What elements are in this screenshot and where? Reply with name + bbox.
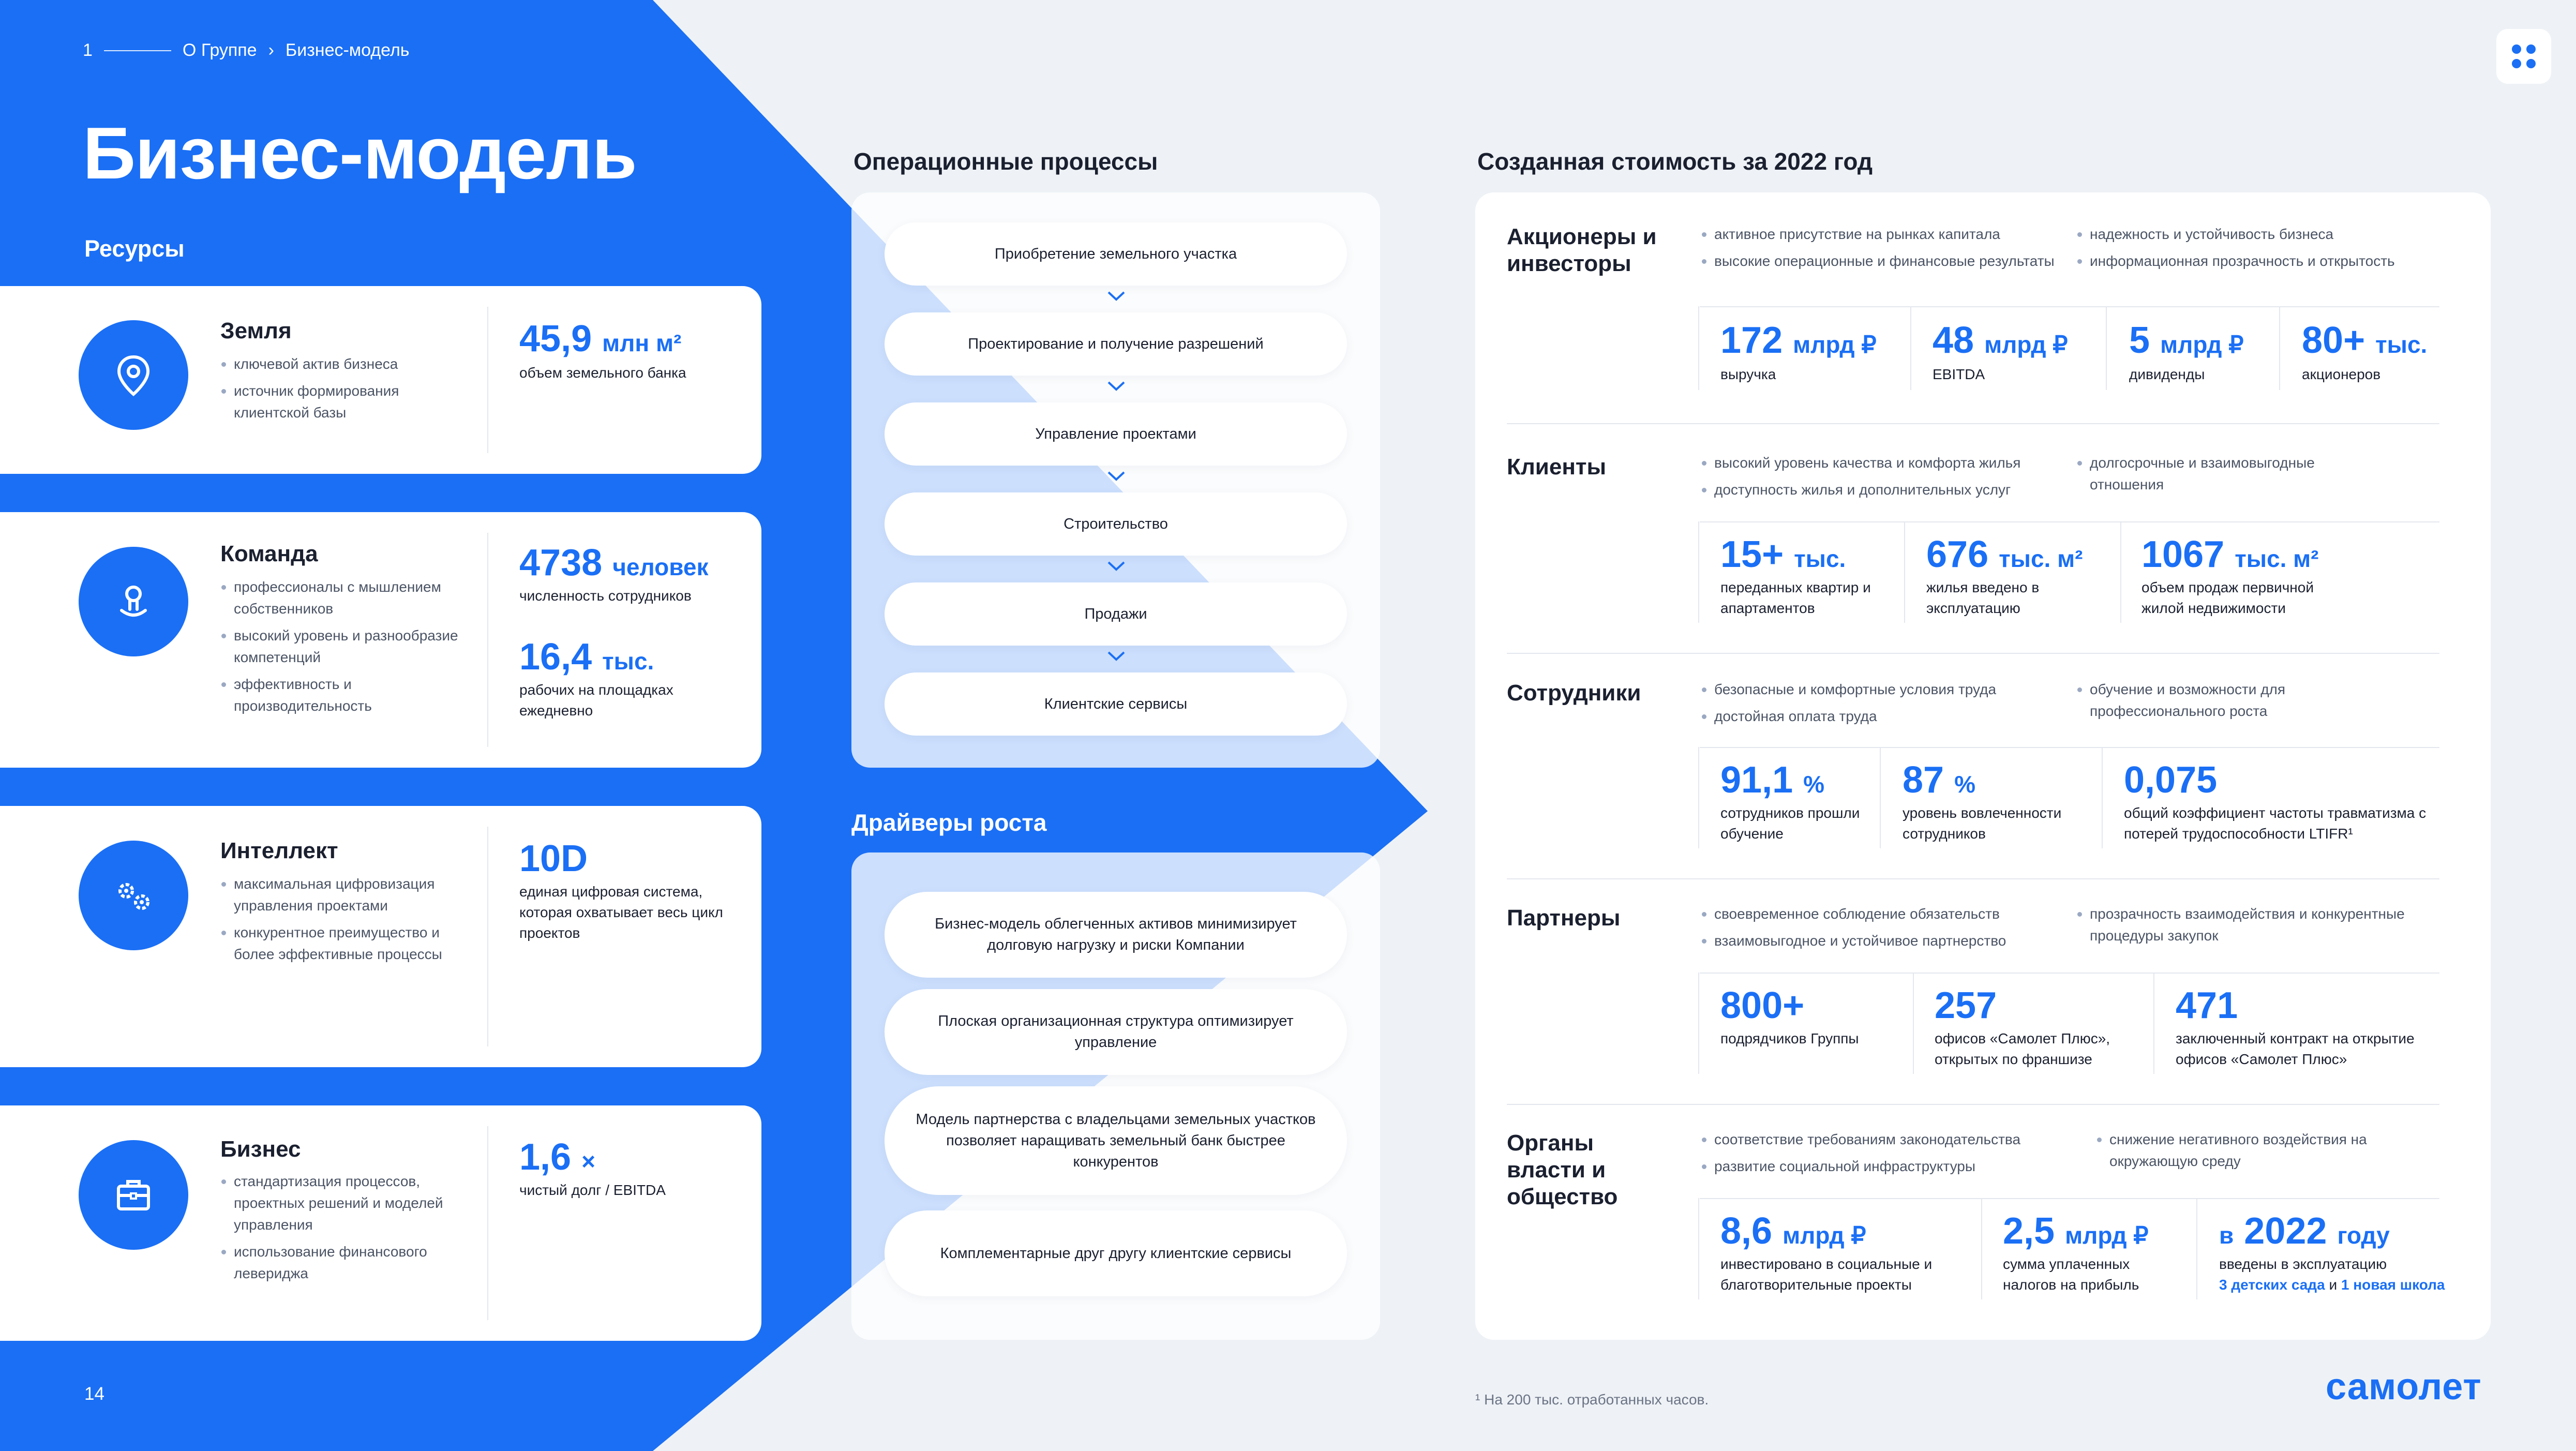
driver-item: Модель партнерства с владельцами земельных участков позволяет наращивать земельный банк быстрее конкурентов — [885, 1086, 1347, 1195]
breadcrumb-current: Бизнес-модель — [285, 40, 410, 60]
row-title: Партнеры — [1507, 905, 1621, 931]
resource-bullets — [220, 1171, 469, 1290]
bullet-item: обучение и возможности для профессионального роста — [2075, 679, 2365, 722]
menu-grid-button[interactable] — [2496, 29, 2551, 84]
divider — [1880, 747, 1881, 848]
metric-value — [1720, 759, 1824, 805]
ops-step: Клиентские сервисы — [885, 672, 1347, 736]
metric-value — [1720, 1210, 1866, 1256]
metric-value — [1720, 985, 1804, 1026]
bullet-item: надежность и устойчивость бизнеса — [2075, 223, 2458, 245]
divider — [1700, 521, 2439, 522]
metric-number: 0,075 — [2124, 759, 2218, 801]
metric-label: объем продаж первичной жилой недвижимости — [2141, 579, 2314, 616]
divider — [487, 533, 488, 747]
bullet-item: эффективность и производительность — [220, 674, 463, 717]
bullet-item: стандартизация процессов, проектных решений и моделей управления — [220, 1171, 469, 1236]
chevron-down-icon — [1107, 471, 1126, 481]
row-title: Органы власти и общество — [1507, 1130, 1618, 1209]
row-bullets-left — [1700, 903, 2062, 957]
resource-card-intellect — [0, 806, 761, 1067]
bullet-item: ключевой актив бизнеса — [220, 353, 469, 375]
person-icon — [79, 547, 188, 656]
row-bullets-right — [2075, 223, 2458, 277]
metric-label: единая цифровая система, которая охватывает весь цикл проектов — [519, 884, 723, 941]
metric-unit: млрд ₽ — [2065, 1222, 2149, 1249]
metric-label: сотрудников прошли обучение — [1720, 805, 1860, 842]
bullet-item: источник формирования клиентской базы — [220, 380, 469, 424]
metric-label-joiner: и — [2329, 1277, 2338, 1293]
breadcrumb-section-link[interactable]: О Группе — [182, 40, 257, 60]
divider — [487, 827, 488, 1046]
metric-number: 5 — [2129, 320, 2150, 361]
divider — [1700, 1198, 2439, 1199]
metric-value — [1935, 985, 1997, 1026]
divider — [1700, 973, 2439, 974]
metric-number: 91,1 — [1720, 759, 1793, 801]
page-title: Бизнес-модель — [83, 112, 637, 195]
divider — [1698, 973, 1699, 1074]
page-number: 14 — [84, 1384, 104, 1404]
metric-value — [2003, 1210, 2149, 1256]
metric-number: 2022 — [2244, 1210, 2327, 1252]
bullet-item: высокий уровень качества и комфорта жилья — [1700, 452, 2062, 474]
row-title: Клиенты — [1507, 454, 1607, 480]
chevron-down-icon — [1107, 381, 1126, 391]
resources-label: Ресурсы — [84, 235, 185, 262]
divider — [1700, 747, 2439, 748]
chevron-down-icon — [1107, 651, 1126, 661]
metric-number: 45,9 — [519, 318, 592, 360]
metric-label: переданных квартир и апартаментов — [1720, 579, 1871, 616]
metric-label: EBITDA — [1933, 366, 1985, 382]
breadcrumb-line — [104, 50, 171, 51]
metric-number: 172 — [1720, 320, 1783, 361]
bullet-item: высокий уровень и разнообразие компетенций — [220, 625, 463, 668]
metric-label: акционеров — [2302, 366, 2381, 382]
row-title: Акционеры и инвесторы — [1507, 224, 1657, 276]
metric-unit: тыс. м² — [2235, 545, 2319, 572]
metric-label: подрядчиков Группы — [1720, 1030, 1859, 1046]
metric-value — [2219, 1210, 2390, 1256]
metric-unit: тыс. — [1794, 545, 1846, 572]
divider — [2196, 1198, 2197, 1299]
resource-card-team — [0, 512, 761, 768]
metric-value — [1720, 534, 1846, 579]
bullet-item: информационная прозрачность и открытость — [2075, 250, 2458, 272]
metric-unit: млрд ₽ — [1783, 1222, 1866, 1249]
metric-number: 471 — [2176, 985, 2238, 1026]
resource-title: Интеллект — [220, 838, 338, 863]
metric-number: 1067 — [2141, 534, 2225, 575]
bullet-item: долгосрочные и взаимовыгодные отношения — [2075, 452, 2365, 496]
gears-icon — [79, 841, 188, 950]
footnote: ¹ На 200 тыс. отработанных часов. — [1475, 1392, 1709, 1408]
driver-item: Бизнес-модель облегченных активов минимизирует долговую нагрузку и риски Компании — [885, 892, 1347, 978]
bullet-item: высокие операционные и финансовые результаты — [1700, 250, 2062, 272]
metric-number: 80+ — [2302, 320, 2365, 361]
resource-bullets — [220, 873, 463, 970]
metric-value — [519, 838, 588, 879]
bullet-item: взаимовыгодное и устойчивое партнерство — [1700, 930, 2062, 952]
metric-number: 87 — [1903, 759, 1944, 801]
metric-label: заключенный контракт на открытие офисов «Самолет Плюс» — [2176, 1030, 2415, 1067]
bullet-item: снижение негативного воздействия на окружающую среду — [2095, 1129, 2385, 1172]
ops-step: Проектирование и получение разрешений — [885, 312, 1347, 376]
metric-label: рабочих на площадках ежедневно — [519, 682, 673, 719]
metric-value — [1926, 534, 2083, 579]
resource-card-business — [0, 1105, 761, 1341]
grid-dot-icon — [2526, 44, 2536, 54]
metric-unit: × — [581, 1148, 595, 1175]
samolet-logo[interactable]: самолет — [2326, 1366, 2482, 1408]
divider — [1981, 1198, 1982, 1299]
metric-number: 15+ — [1720, 534, 1784, 575]
metric-label: численность сотрудников — [519, 588, 692, 604]
ops-title: Операционные процессы — [853, 148, 1158, 175]
metric-value — [2141, 534, 2319, 579]
metric-value — [1933, 320, 2068, 365]
metric-value — [1903, 759, 1975, 805]
metric-unit: тыс. м² — [1999, 545, 2083, 572]
ops-step: Приобретение земельного участка — [885, 222, 1347, 286]
resource-bullets — [220, 576, 463, 722]
metric-value — [2129, 320, 2244, 365]
resource-title: Бизнес — [220, 1136, 301, 1162]
metric-value — [2124, 759, 2217, 801]
divider — [1904, 521, 1905, 623]
metric-number: 800+ — [1720, 985, 1805, 1026]
row-bullets-right — [2075, 452, 2365, 501]
divider — [2153, 973, 2154, 1074]
metric-number: 1,6 — [519, 1136, 572, 1178]
metric-unit: % — [1954, 771, 1976, 798]
driver-item: Комплементарные друг другу клиентские сервисы — [885, 1210, 1347, 1296]
metric-label-line: введены в эксплуатацию — [2219, 1256, 2387, 1272]
metric-unit: млрд ₽ — [1793, 331, 1877, 358]
metric-label: чистый долг / EBITDA — [519, 1182, 666, 1198]
row-bullets-left — [1700, 452, 2062, 506]
metric-label: объем земельного банка — [519, 365, 686, 381]
resource-title: Земля — [220, 318, 292, 343]
bullet-item: соответствие требованиям законодательства — [1700, 1129, 2072, 1150]
ops-step: Строительство — [885, 492, 1347, 556]
metric-label: дивиденды — [2129, 366, 2205, 382]
divider — [2102, 747, 2103, 848]
metric-unit: тыс. — [2375, 331, 2428, 358]
breadcrumb-page: 1 — [83, 40, 93, 60]
divider — [1913, 973, 1914, 1074]
metric-number: 257 — [1935, 985, 1997, 1026]
resource-card-land — [0, 286, 761, 474]
bullet-item: безопасные и комфортные условия труда — [1700, 679, 2062, 700]
metric-value — [1720, 320, 1877, 365]
metric-unit: млрд ₽ — [1984, 331, 2068, 358]
divider — [1507, 1104, 2439, 1105]
resource-title: Команда — [220, 541, 318, 566]
chevron-right-icon: › — [268, 40, 274, 60]
grid-dot-icon — [2512, 59, 2521, 68]
metric-unit: тыс. — [602, 648, 654, 675]
row-bullets-left — [1700, 1129, 2072, 1183]
bullet-item: прозрачность взаимодействия и конкурентные процедуры закупок — [2075, 903, 2468, 947]
grid-dot-icon — [2512, 44, 2521, 54]
chevron-down-icon — [1107, 561, 1126, 571]
metric-value — [2176, 985, 2238, 1026]
divider — [1698, 521, 1699, 623]
divider — [1910, 306, 1911, 390]
divider — [1507, 878, 2439, 879]
row-bullets-right — [2095, 1129, 2385, 1177]
divider — [2106, 306, 2107, 390]
metric-value — [2302, 320, 2427, 365]
metric-label: офисов «Самолет Плюс», открытых по франшизе — [1935, 1030, 2110, 1067]
row-bullets-left — [1700, 679, 2062, 732]
briefcase-icon — [79, 1140, 188, 1250]
bullet-item: своевременное соблюдение обязательств — [1700, 903, 2062, 925]
metric-label — [2219, 1254, 2478, 1295]
bullet-item: использование финансового левериджа — [220, 1241, 469, 1284]
metric-unit: году — [2337, 1222, 2390, 1249]
metric-unit: млн м² — [602, 330, 682, 356]
metric-unit: человек — [612, 554, 709, 580]
row-bullets-right — [2075, 679, 2365, 727]
metric-number: 16,4 — [519, 636, 592, 678]
metric-value — [519, 318, 681, 364]
metric-number: 8,6 — [1720, 1210, 1773, 1252]
divider — [2120, 521, 2121, 623]
divider — [1507, 653, 2439, 654]
divider — [1698, 306, 1699, 390]
metric-number: 48 — [1933, 320, 1974, 361]
driver-item: Плоская организационная структура оптимизирует управление — [885, 989, 1347, 1075]
row-title: Сотрудники — [1507, 680, 1641, 706]
metric-number: 2,5 — [2003, 1210, 2055, 1252]
grid-dot-icon — [2526, 59, 2536, 68]
bullet-item: активное присутствие на рынках капитала — [1700, 223, 2062, 245]
metric-label: жилья введено в эксплуатацию — [1926, 579, 2040, 616]
metric-value — [519, 542, 708, 588]
row-bullets-right — [2075, 903, 2468, 952]
row-bullets-left — [1700, 223, 2062, 277]
bullet-item: достойная оплата труда — [1700, 706, 2062, 727]
divider — [2279, 306, 2280, 390]
metric-label-highlight: 1 новая школа — [2341, 1277, 2445, 1293]
bullet-item: максимальная цифровизация управления проектами — [220, 873, 463, 917]
divider — [1700, 306, 2439, 307]
ops-step: Продажи — [885, 582, 1347, 646]
metric-label: уровень вовлеченности сотрудников — [1903, 805, 2062, 842]
breadcrumb — [83, 40, 410, 61]
bullet-item: развитие социальной инфраструктуры — [1700, 1156, 2072, 1177]
divider — [1698, 1198, 1699, 1299]
metric-label: инвестировано в социальные и благотворительные проекты — [1720, 1256, 1933, 1293]
resource-bullets — [220, 353, 469, 429]
drivers-title: Драйверы роста — [851, 809, 1047, 836]
metric-label: выручка — [1720, 366, 1776, 382]
metric-label-highlight: 3 детских сада — [2219, 1277, 2325, 1293]
metric-value — [519, 1136, 595, 1182]
value-title: Созданная стоимость за 2022 год — [1477, 148, 1873, 175]
bullet-item: доступность жилья и дополнительных услуг — [1700, 479, 2062, 501]
map-pin-icon — [79, 320, 188, 430]
metric-label: сумма уплаченных налогов на прибыль — [2003, 1256, 2139, 1293]
bullet-item: профессионалы с мышлением собственников — [220, 576, 463, 620]
divider — [487, 307, 488, 453]
metric-unit: % — [1803, 771, 1825, 798]
divider — [487, 1126, 488, 1320]
metric-unit: в — [2219, 1222, 2234, 1249]
metric-label: общий коэффициент частоты травматизма с потерей трудоспособности LTIFR¹ — [2124, 805, 2427, 842]
metric-number: 10D — [519, 838, 588, 879]
metric-value — [519, 636, 654, 682]
metric-number: 4738 — [519, 542, 603, 584]
chevron-down-icon — [1107, 291, 1126, 301]
divider — [1507, 423, 2439, 424]
bullet-item: конкурентное преимущество и более эффективные процессы — [220, 922, 463, 965]
metric-unit: млрд ₽ — [2160, 331, 2244, 358]
metric-number: 676 — [1926, 534, 1989, 575]
ops-step: Управление проектами — [885, 402, 1347, 466]
divider — [1698, 747, 1699, 848]
